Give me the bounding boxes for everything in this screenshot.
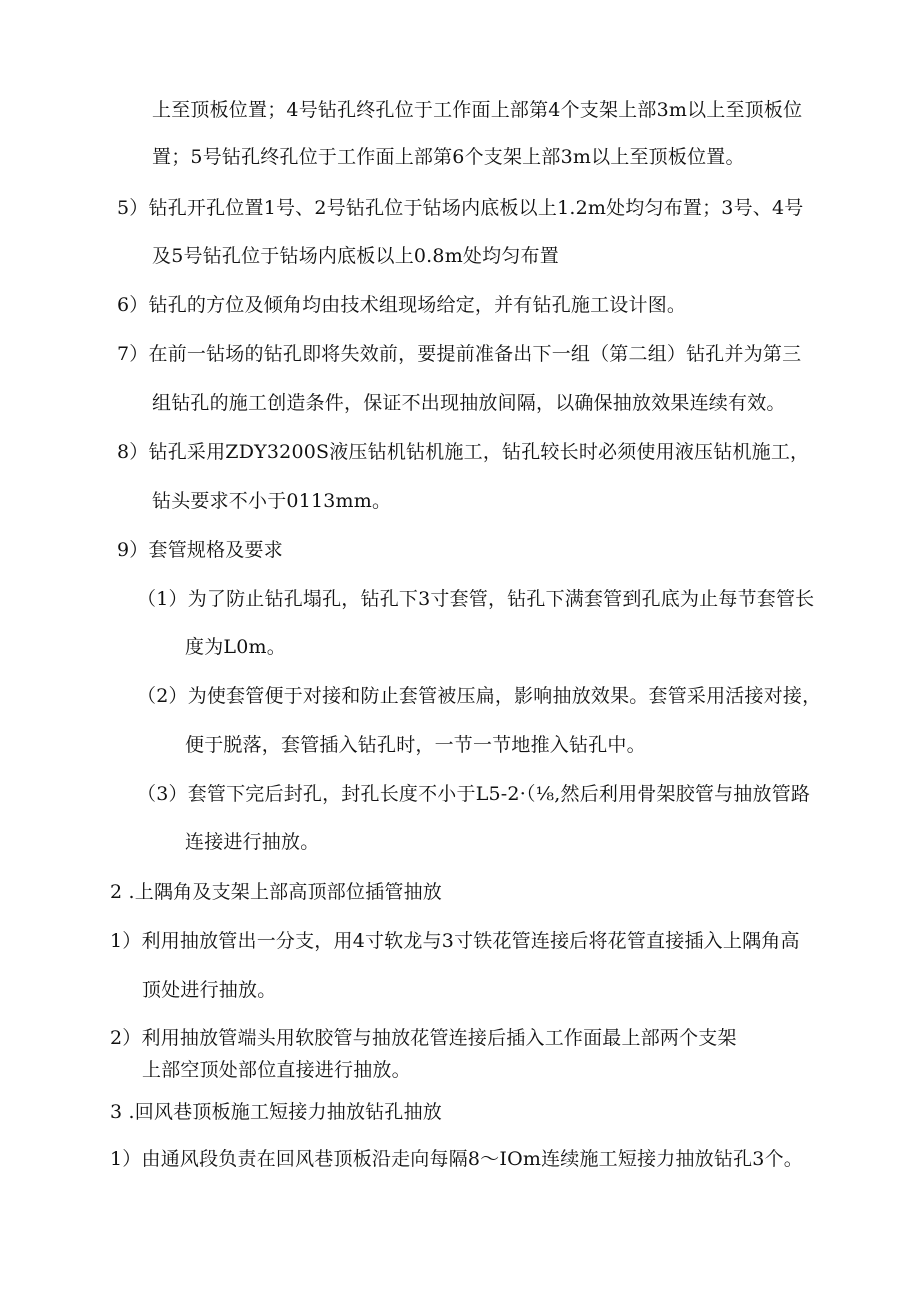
list-item-1: 1）由通风段负责在回风巷顶板沿走向每隔8～IOm连续施工短接力抽放钻孔3个。 — [110, 1148, 803, 1170]
text-line: 度为L0m。 — [185, 636, 286, 658]
list-item-6: 6）钻孔的方位及倾角均由技术组现场给定，并有钻孔施工设计图。 — [117, 294, 687, 316]
text-line: 上至顶板位置；4号钻孔终孔位于工作面上部第4个支架上部3m以上至顶板位 — [152, 99, 803, 121]
sub-item-2: （2）为使套管便于对接和防止套管被压扁，影响抽放效果。套管采用活接对接， — [137, 685, 822, 707]
list-item-2: 2）利用抽放管端头用软胶管与抽放花管连接后插入工作面最上部两个支架 — [110, 1027, 737, 1049]
text-line: 及5号钻孔位于钻场内底板以上0.8m处均匀布置 — [152, 245, 559, 267]
text-line: 上部空顶处部位直接进行抽放。 — [142, 1059, 411, 1081]
list-item-5: 5）钻孔开孔位置1号、2号钻孔位于钻场内底板以上1.2m处均匀布置；3号、4号 — [117, 197, 804, 219]
list-item-7: 7）在前一钻场的钻孔即将失效前，要提前准备出下一组（第二组）钻孔并为第三 — [117, 343, 802, 365]
text-line: 便于脱落，套管插入钻孔时，一节一节地推入钻孔中。 — [185, 734, 646, 756]
text-line: 置；5号钻孔终孔位于工作面上部第6个支架上部3m以上至顶板位置。 — [152, 146, 745, 168]
text-line: 组钻孔的施工创造条件，保证不出现抽放间隔，以确保抽放效果连续有效。 — [152, 392, 786, 414]
list-item-8: 8）钻孔采用ZDY3200S液压钻机钻机施工，钻孔较长时必须使用液压钻机施工， — [117, 441, 810, 463]
text-line: 钻头要求不小于0113mm。 — [152, 490, 392, 512]
text-line: 连接进行抽放。 — [185, 831, 320, 853]
text-line: 顶处进行抽放。 — [142, 979, 277, 1001]
sub-item-3: （3）套管下完后封孔，封孔长度不小于L5-2·（⅛,然后利用骨架胶管与抽放管路 — [137, 783, 811, 805]
section-heading-3: 3 .回风巷顶板施工短接力抽放钻孔抽放 — [110, 1101, 442, 1123]
section-heading-2: 2 .上隅角及支架上部高顶部位插管抽放 — [110, 881, 442, 903]
sub-item-1: （1）为了防止钻孔塌孔，钻孔下3寸套管，钻孔下满套管到孔底为止每节套管长 — [137, 588, 815, 610]
list-item-1: 1）利用抽放管出一分支，用4寸软龙与3寸铁花管连接后将花管直接插入上隅角高 — [110, 930, 800, 952]
list-item-9: 9）套管规格及要求 — [117, 539, 283, 561]
